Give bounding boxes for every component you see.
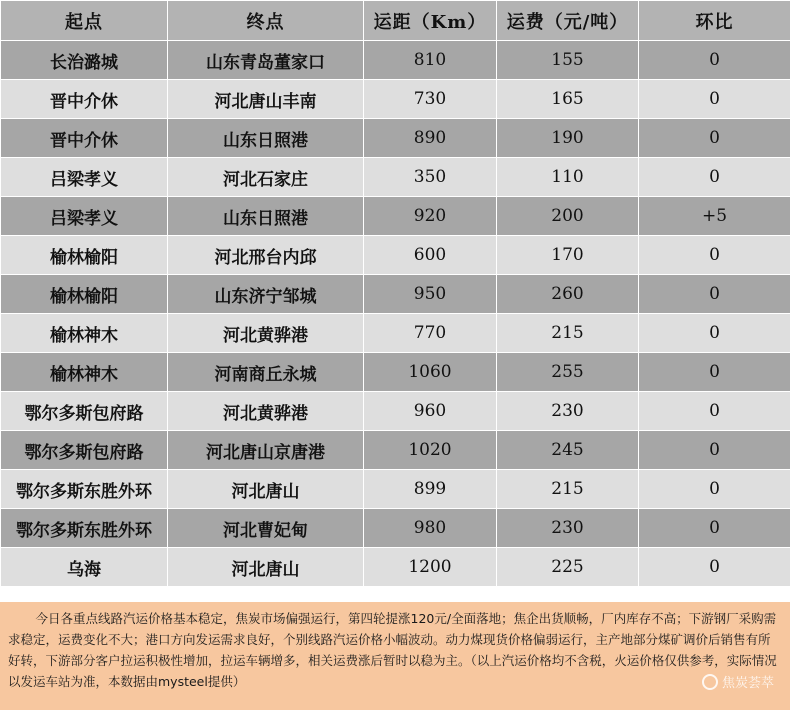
cell-origin: 长治潞城: [1, 41, 168, 80]
cell-destination: 河北唐山京唐港: [168, 431, 364, 470]
cell-freight: 215: [497, 314, 639, 353]
table-row: [1, 353, 791, 392]
cell-freight: 255: [497, 353, 639, 392]
cell-change: 0: [639, 509, 791, 548]
cell-distance: 810: [364, 41, 497, 80]
cell-distance: 1020: [364, 431, 497, 470]
cell-origin: 鄂尔多斯包府路: [1, 392, 168, 431]
table-row: [1, 119, 791, 158]
header-change: 环比: [639, 1, 791, 41]
cell-change: 0: [639, 431, 791, 470]
watermark-text: 焦炭荟萃: [721, 676, 774, 691]
table-row: [1, 275, 791, 314]
cell-freight: 225: [497, 548, 639, 587]
cell-distance: 890: [364, 119, 497, 158]
cell-freight: 200: [497, 197, 639, 236]
cell-change: 0: [639, 236, 791, 275]
cell-change: 0: [639, 80, 791, 119]
header-freight: 运费（元/吨）: [497, 1, 639, 41]
header-origin: 起点: [1, 1, 168, 41]
cell-origin: 乌海: [1, 548, 168, 587]
cell-destination: 山东日照港: [168, 197, 364, 236]
cell-origin: 晋中介休: [1, 119, 168, 158]
cell-origin: 晋中介休: [1, 80, 168, 119]
cell-freight: 245: [497, 431, 639, 470]
cell-change: 0: [639, 314, 791, 353]
cell-destination: 山东日照港: [168, 119, 364, 158]
cell-destination: 河北唐山: [168, 470, 364, 509]
cell-distance: 730: [364, 80, 497, 119]
cell-distance: 899: [364, 470, 497, 509]
cell-origin: 吕梁孝义: [1, 158, 168, 197]
cell-destination: 河北邢台内邱: [168, 236, 364, 275]
table-row: [1, 314, 791, 353]
cell-destination: 河北石家庄: [168, 158, 364, 197]
cell-distance: 600: [364, 236, 497, 275]
cell-origin: 榆林神木: [1, 353, 168, 392]
cell-distance: 770: [364, 314, 497, 353]
cell-freight: 165: [497, 80, 639, 119]
header-distance: 运距（Km）: [364, 1, 497, 41]
cell-origin: 吕梁孝义: [1, 197, 168, 236]
cell-change: 0: [639, 158, 791, 197]
cell-change: 0: [639, 548, 791, 587]
cell-freight: 215: [497, 470, 639, 509]
cell-distance: 960: [364, 392, 497, 431]
table-row: [1, 509, 791, 548]
cell-change: 0: [639, 275, 791, 314]
cell-destination: 河北黄骅港: [168, 314, 364, 353]
cell-origin: 鄂尔多斯东胜外环: [1, 470, 168, 509]
cell-freight: 230: [497, 392, 639, 431]
cell-origin: 鄂尔多斯包府路: [1, 431, 168, 470]
cell-origin: 鄂尔多斯东胜外环: [1, 509, 168, 548]
cell-change: 0: [639, 392, 791, 431]
table-row: [1, 470, 791, 509]
cell-destination: 山东济宁邹城: [168, 275, 364, 314]
table-header-row: [1, 1, 791, 41]
cell-freight: 110: [497, 158, 639, 197]
cell-distance: 1200: [364, 548, 497, 587]
table-row: [1, 236, 791, 275]
cell-freight: 230: [497, 509, 639, 548]
header-destination: 终点: [168, 1, 364, 41]
cell-destination: 山东青岛董家口: [168, 41, 364, 80]
table-row: [1, 431, 791, 470]
cell-destination: 河北黄骅港: [168, 392, 364, 431]
cell-change: 0: [639, 41, 791, 80]
cell-destination: 河北曹妃甸: [168, 509, 364, 548]
cell-distance: 920: [364, 197, 497, 236]
wechat-logo-icon: [702, 674, 718, 690]
table-row: [1, 158, 791, 197]
cell-distance: 1060: [364, 353, 497, 392]
table-row: [1, 41, 791, 80]
cell-freight: 190: [497, 119, 639, 158]
cell-freight: 155: [497, 41, 639, 80]
table-row: [1, 197, 791, 236]
cell-change: 0: [639, 119, 791, 158]
market-commentary-note: 今日各重点线路汽运价格基本稳定，焦炭市场偏强运行，第四轮提涨120元/全面落地；焦企出货顺畅，厂内库存不高；下游钢厂采购需求稳定，运费变化不大；港口方向发运需求良好，个别线路汽运价格小幅波动。动力煤现货价格偏弱运行，主产地部分煤矿调价后销售有所好转，下游部分客户拉运积极性增加，拉运车辆增多，相关运费涨后暂时以稳为主。（以上汽运价格均不含税，火运价格仅供参考，实际情况以发运车站为准，本数据由mysteel提供）: [0, 602, 790, 710]
cell-destination: 河北唐山丰南: [168, 80, 364, 119]
cell-destination: 河南商丘永城: [168, 353, 364, 392]
watermark: [702, 672, 774, 691]
cell-origin: 榆林榆阳: [1, 275, 168, 314]
cell-distance: 350: [364, 158, 497, 197]
cell-distance: 980: [364, 509, 497, 548]
cell-change: 0: [639, 353, 791, 392]
cell-destination: 河北唐山: [168, 548, 364, 587]
table-row: [1, 392, 791, 431]
cell-distance: 950: [364, 275, 497, 314]
cell-freight: 260: [497, 275, 639, 314]
cell-freight: 170: [497, 236, 639, 275]
cell-change: +5: [639, 197, 791, 236]
table-row: [1, 80, 791, 119]
cell-change: 0: [639, 470, 791, 509]
cell-origin: 榆林神木: [1, 314, 168, 353]
table-row: [1, 548, 791, 587]
cell-origin: 榆林榆阳: [1, 236, 168, 275]
